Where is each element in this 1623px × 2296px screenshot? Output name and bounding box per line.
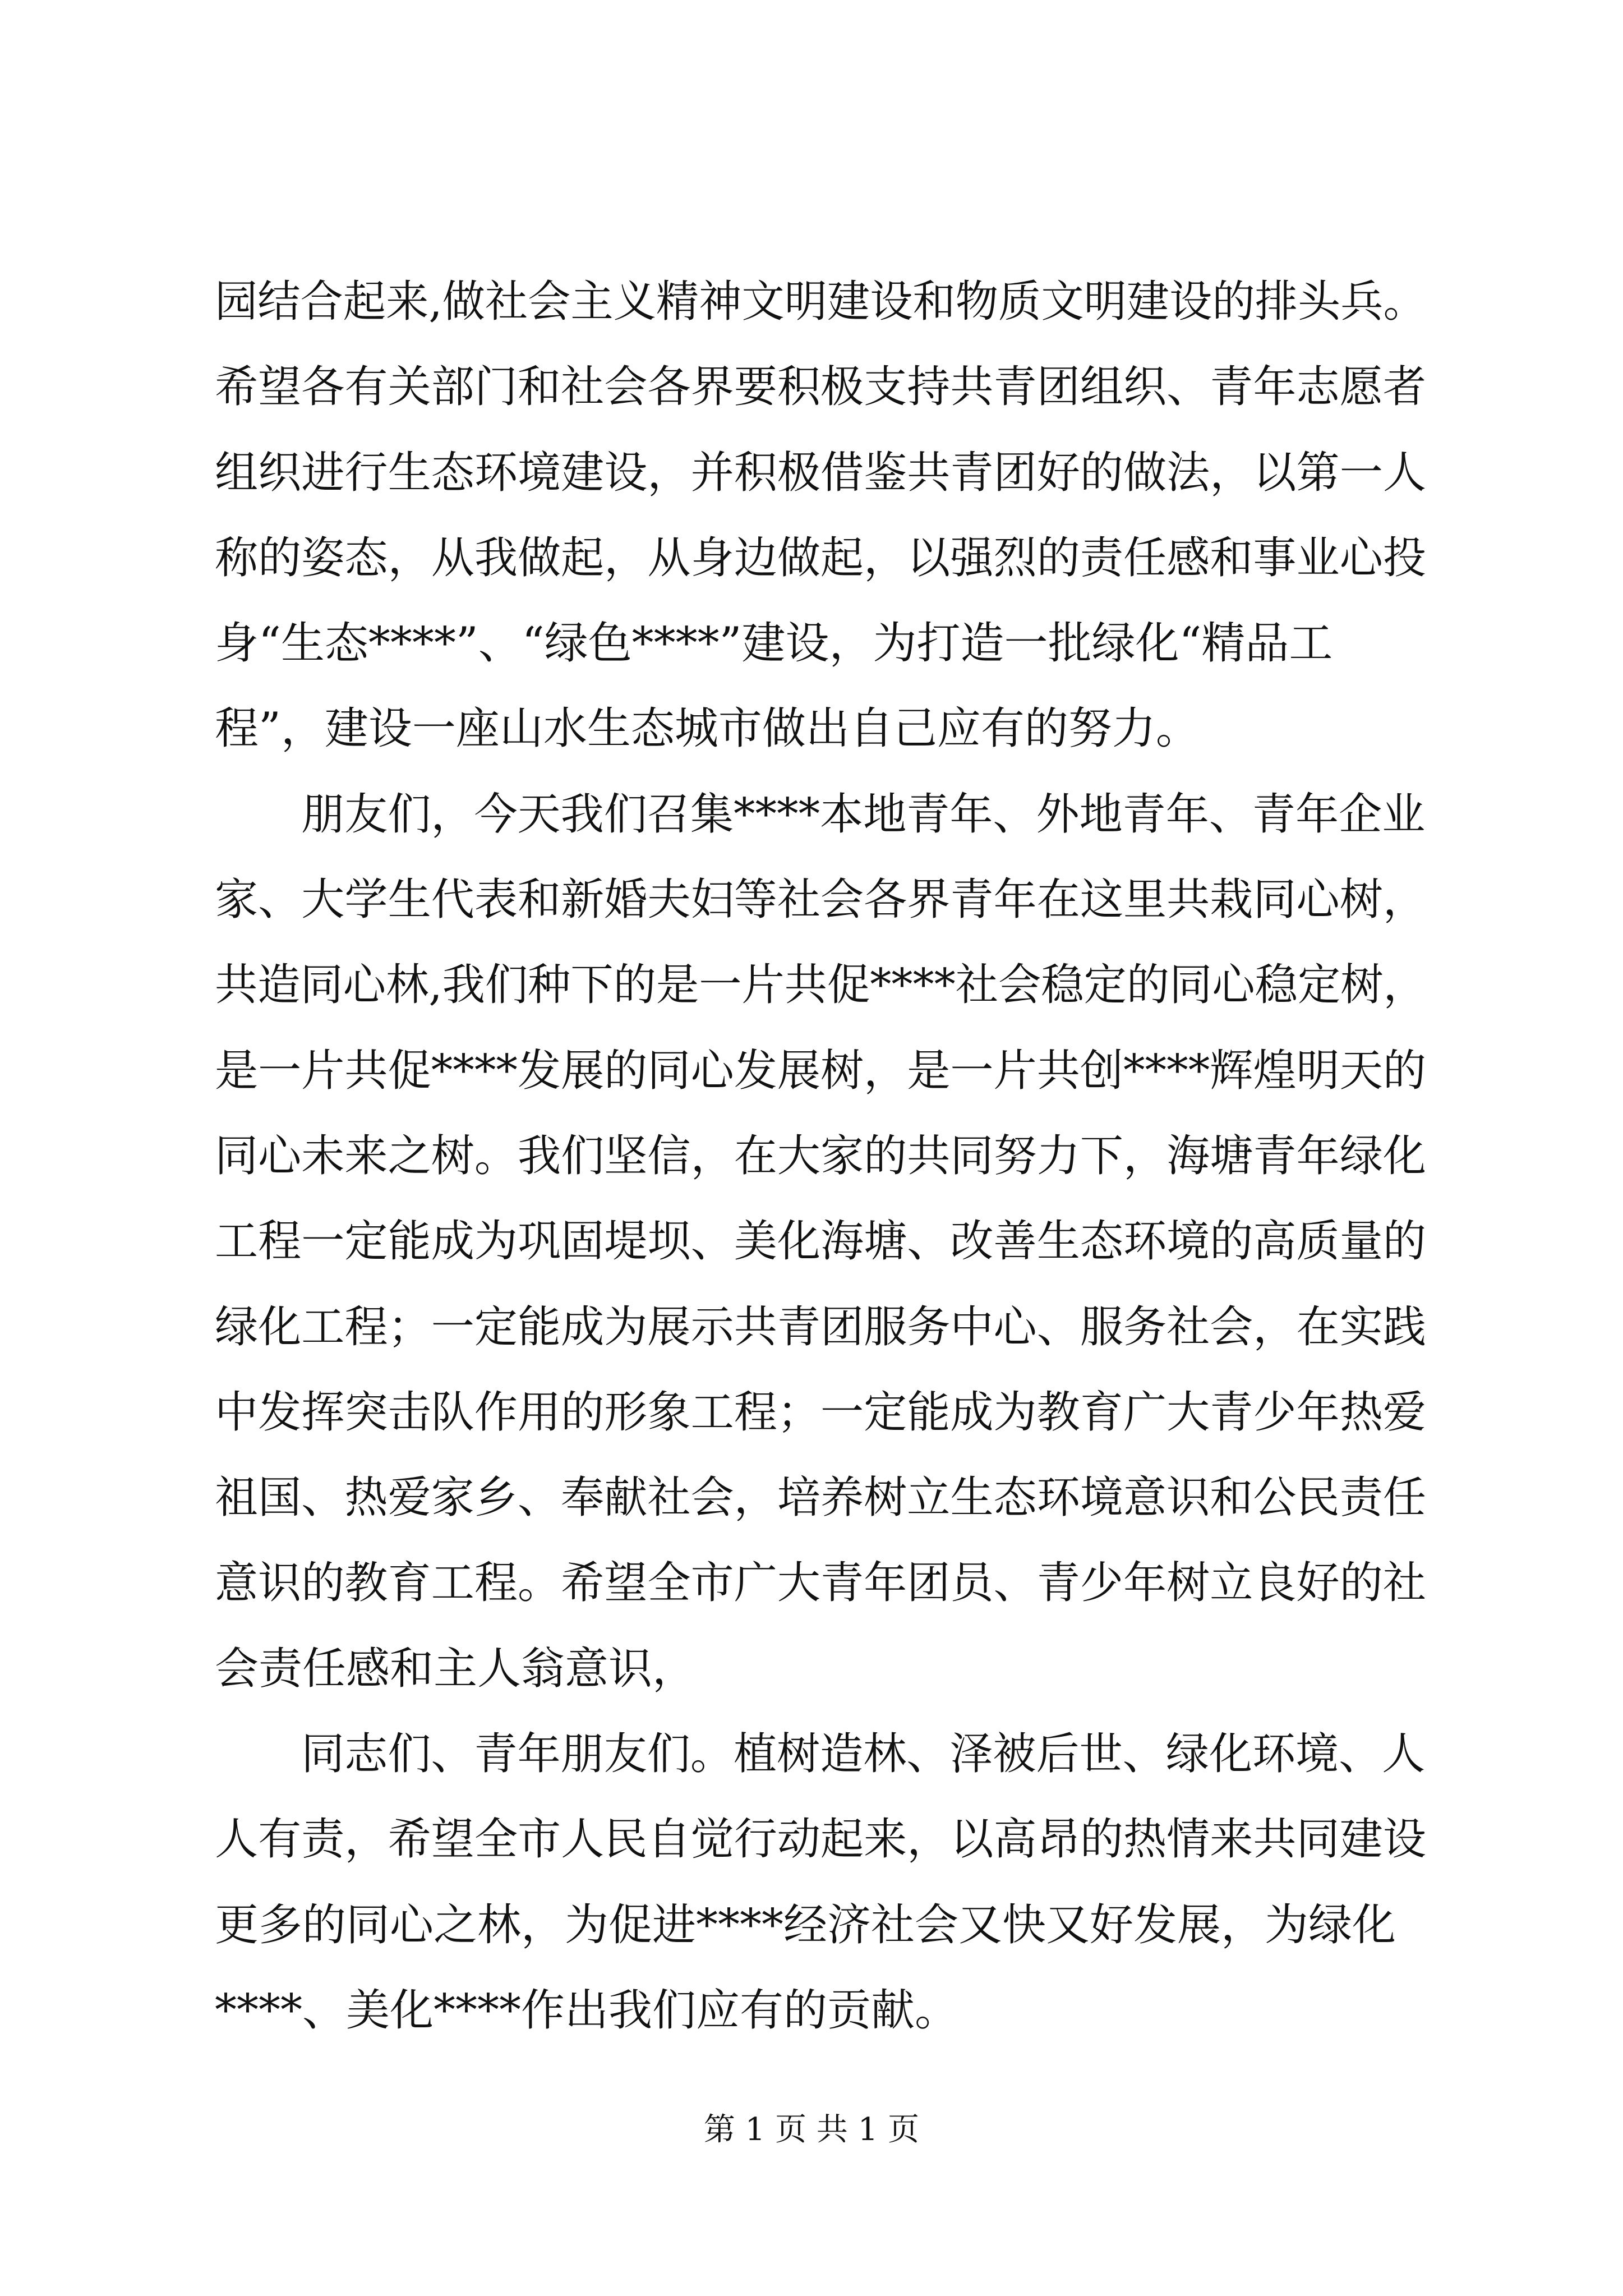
paragraph-first-line: 同志们、青年朋友们。植树造林、泽被后世、绿化环境、人 — [301, 1729, 1426, 1780]
text-line: 称的姿态，从我做起，从身边做起，以强烈的责任感和事业心投 — [215, 532, 1426, 583]
page-number-footer: 第 1 页 共 1 页 — [703, 2111, 920, 2148]
text-line: 希望各有关部门和社会各界要积极支持共青团组织、青年志愿者 — [215, 362, 1426, 413]
paragraph-first-line: 朋友们，今天我们召集****本地青年、外地青年、青年企业 — [301, 789, 1426, 840]
text-line: 共造同心林,我们种下的是一片共促****社会稳定的同心稳定树， — [215, 960, 1426, 1011]
text-line: ****、美化****作出我们应有的贡献。 — [215, 1985, 959, 2036]
text-line: 工程一定能成为巩固堤坝、美化海塘、改善生态环境的高质量的 — [215, 1216, 1426, 1267]
text-line: 家、大学生代表和新婚夫妇等社会各界青年在这里共栽同心树， — [215, 875, 1426, 926]
text-line: 意识的教育工程。希望全市广大青年团员、青少年树立良好的社 — [215, 1558, 1426, 1609]
text-line: 身“生态****”、“绿色****”建设，为打造一批绿化“精品工 — [215, 618, 1333, 669]
text-line: 是一片共促****发展的同心发展树，是一片共创****辉煌明天的 — [215, 1045, 1426, 1096]
document-body — [215, 259, 1426, 2053]
text-line: 同心未来之树。我们坚信，在大家的共同努力下，海塘青年绿化 — [215, 1130, 1426, 1181]
text-line: 人有责，希望全市人民自觉行动起来，以高昂的热情来共同建设 — [215, 1814, 1426, 1865]
text-line: 会责任感和主人翁意识， — [215, 1643, 697, 1694]
text-line: 程”，建设一座山水生态城市做出自己应有的努力。 — [215, 703, 1200, 754]
text-line: 组织进行生态环境建设，并积极借鉴共青团好的做法，以第一人 — [215, 447, 1426, 498]
text-line: 更多的同心之林，为促进****经济社会又快又好发展，为绿化 — [215, 1899, 1396, 1950]
text-line: 祖国、热爱家乡、奉献社会，培养树立生态环境意识和公民责任 — [215, 1473, 1426, 1524]
text-line: 园结合起来,做社会主义精神文明建设和物质文明建设的排头兵。 — [215, 277, 1426, 327]
text-line: 中发挥突击队作用的形象工程；一定能成为教育广大青少年热爱 — [215, 1387, 1426, 1438]
text-line: 绿化工程；一定能成为展示共青团服务中心、服务社会，在实践 — [215, 1301, 1426, 1352]
